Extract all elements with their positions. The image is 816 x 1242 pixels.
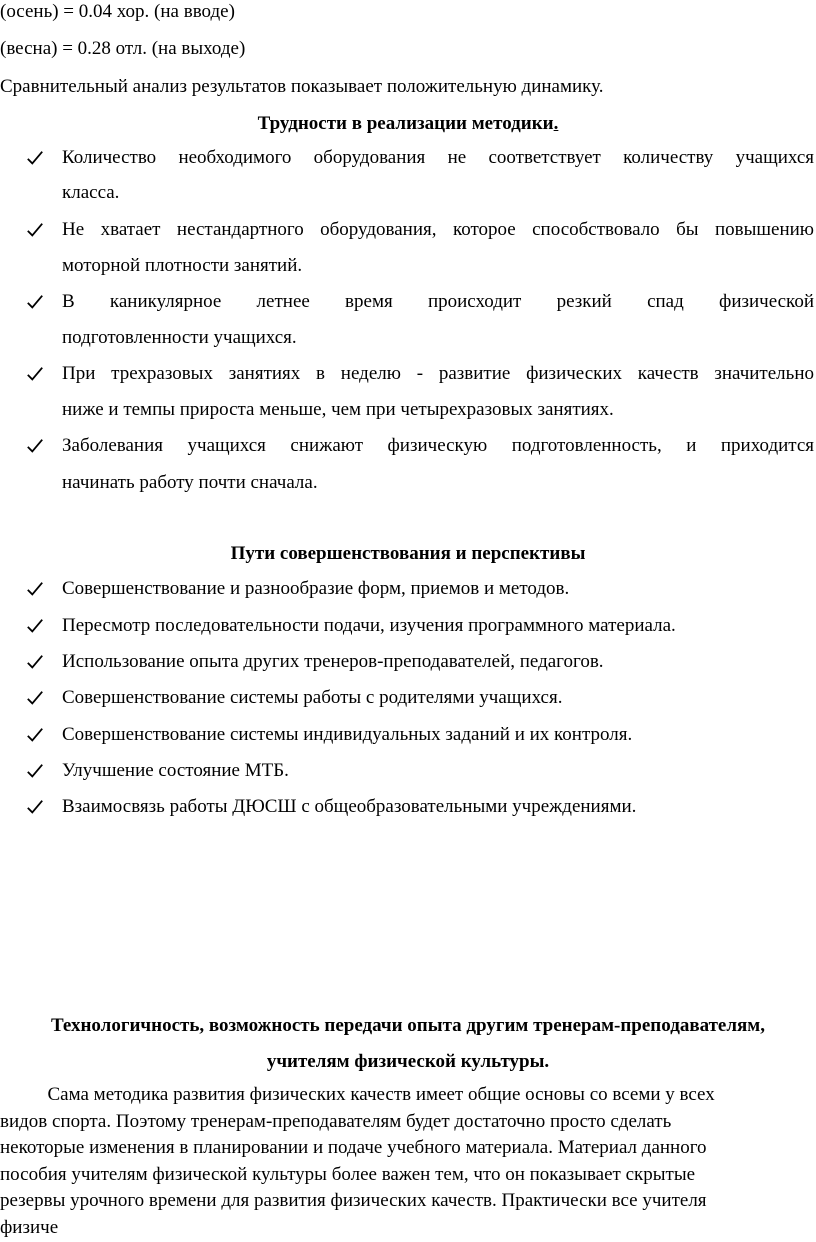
technology-title-line1: Технологичность, возможность передачи опыта другим тренерам-преподавателям, — [0, 1014, 816, 1038]
ways-item-4: Совершенствование системы работы с родителями учащихся. — [62, 686, 814, 710]
ways-item-1: Совершенствование и разнообразие форм, приемов и методов. — [62, 577, 814, 601]
check-icon — [26, 759, 46, 783]
check-icon — [26, 614, 46, 638]
ways-item-6: Улучшение состояние МТБ. — [62, 759, 814, 783]
check-icon — [26, 686, 46, 710]
check-icon — [26, 218, 46, 242]
paragraph-line-3: некоторые изменения в планировании и подаче учебного материала. Материал данного — [0, 1136, 806, 1163]
paragraph-line-2: видов спорта. Поэтому тренерам-преподавателям будет достаточно просто сделать — [0, 1110, 806, 1137]
difficulty-item-1-line2: класса. — [62, 181, 814, 205]
technology-paragraph — [0, 1083, 806, 1242]
difficulty-item-5-line2: начинать работу почти сначала. — [62, 471, 814, 495]
difficulties-title-suffix: . — [554, 113, 559, 134]
paragraph-line-6: физиче — [0, 1216, 806, 1242]
check-icon — [26, 723, 46, 747]
check-icon — [26, 434, 46, 458]
check-icon — [26, 146, 46, 170]
difficulty-item-2-line1: Не хватает нестандартного оборудования, которое способствовало бы повышению — [62, 218, 814, 242]
difficulties-title — [0, 112, 816, 136]
ways-item-2: Пересмотр последовательности подачи, изучения программного материала. — [62, 614, 814, 638]
check-icon — [26, 795, 46, 819]
check-icon — [26, 650, 46, 674]
ways-title: Пути совершенствования и перспективы — [0, 542, 816, 566]
difficulty-item-4-line2: ниже и темпы прироста меньше, чем при четырехразовых занятиях. — [62, 398, 814, 422]
paragraph-line-5: резервы урочного времени для развития физических качеств. Практически все учителя — [0, 1189, 806, 1216]
check-icon — [26, 290, 46, 314]
intro-line-analysis: Сравнительный анализ результатов показывает положительную динамику. — [0, 75, 603, 99]
difficulty-item-4-line1: При трехразовых занятиях в неделю - развитие физических качеств значительно — [62, 362, 814, 386]
paragraph-line-1: Сама методика развития физических качеств имеет общие основы со всеми у всех — [0, 1083, 806, 1110]
paragraph-line-4: пособия учителям физической культуры более важен тем, что он показывает скрытые — [0, 1163, 806, 1190]
difficulty-item-5-line1: Заболевания учащихся снижают физическую подготовленность, и приходится — [62, 434, 814, 458]
difficulty-item-2-line2: моторной плотности занятий. — [62, 254, 814, 278]
difficulty-item-1-line1: Количество необходимого оборудования не соответствует количеству учащихся — [62, 146, 814, 170]
difficulty-item-3-line2: подготовленности учащихся. — [62, 326, 814, 350]
intro-line-spring: (весна) = 0.28 отл. (на выходе) — [0, 37, 245, 61]
technology-title-line2: учителям физической культуры. — [0, 1050, 816, 1074]
check-icon — [26, 577, 46, 601]
ways-item-5: Совершенствование системы индивидуальных заданий и их контроля. — [62, 723, 814, 747]
ways-item-3: Использование опыта других тренеров-преподавателей, педагогов. — [62, 650, 814, 674]
intro-line-autumn: (осень) = 0.04 хор. (на вводе) — [0, 0, 235, 24]
check-icon — [26, 362, 46, 386]
ways-item-7: Взаимосвязь работы ДЮСШ с общеобразовательными учреждениями. — [62, 795, 814, 819]
difficulties-title-text: Трудности в реализации методики — [258, 113, 554, 134]
difficulty-item-3-line1: В каникулярное летнее время происходит резкий спад физической — [62, 290, 814, 314]
